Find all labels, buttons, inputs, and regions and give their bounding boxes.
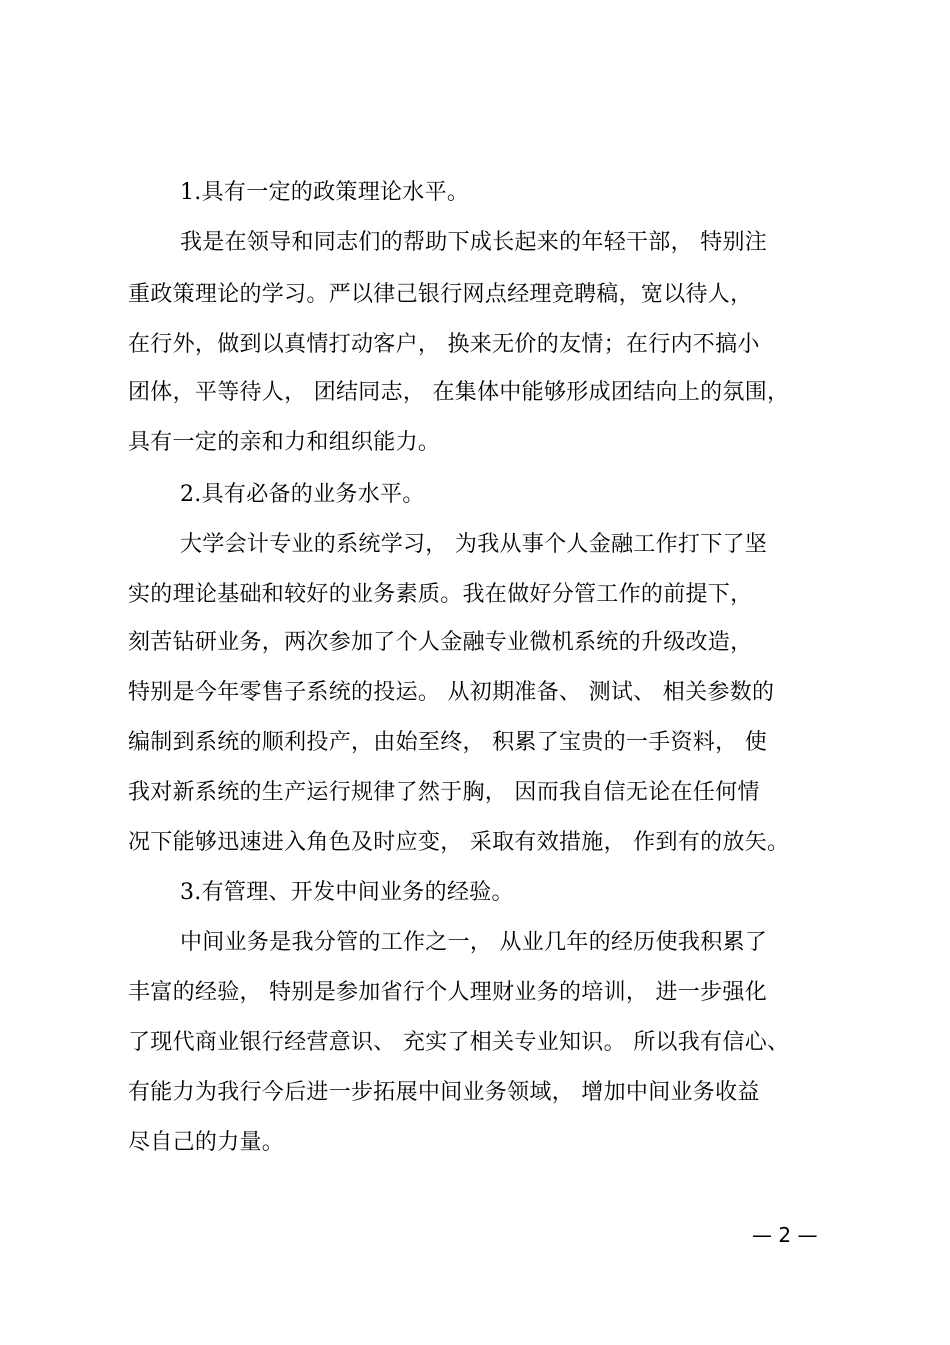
section-2-line-3: 刻苦钻研业务，两次参加了个人金融专业微机系统的升级改造， xyxy=(128,630,753,655)
section-3-line-3: 了现代商业银行经营意识、 充实了相关专业知识。 所以我有信心、 xyxy=(128,1030,790,1055)
section-2-heading: 2.具有必备的业务水平。 xyxy=(180,482,425,507)
section-3-line-1: 中间业务是我分管的工作之一， 从业几年的经历使我积累了 xyxy=(180,930,768,955)
section-2-line-6: 我对新系统的生产运行规律了然于胸， 因而我自信无论在任何情 xyxy=(128,780,760,805)
section-1-line-2: 重政策理论的学习。严以律己银行网点经理竞聘稿，宽以待人， xyxy=(128,282,753,307)
section-1-line-1: 我是在领导和同志们的帮助下成长起来的年轻干部， 特别注 xyxy=(180,230,768,255)
section-2-line-2: 实的理论基础和较好的业务素质。我在做好分管工作的前提下， xyxy=(128,582,753,607)
section-3-heading: 3.有管理、开发中间业务的经验。 xyxy=(180,880,514,905)
section-2-line-7: 况下能够迅速进入角色及时应变， 采取有效措施， 作到有的放矢。 xyxy=(128,830,790,855)
section-2-line-4: 特别是今年零售子系统的投运。 从初期准备、 测试、 相关参数的 xyxy=(128,680,775,705)
section-1-line-5: 具有一定的亲和力和组织能力。 xyxy=(128,430,441,455)
section-1-line-4: 团体，平等待人， 团结同志， 在集体中能够形成团结向上的氛围， xyxy=(128,380,790,405)
section-3-line-4: 有能力为我行今后进一步拓展中间业务领域， 增加中间业务收益 xyxy=(128,1080,760,1105)
section-3-line-5: 尽自己的力量。 xyxy=(128,1130,285,1155)
section-1-line-3: 在行外，做到以真情打动客户， 换来无价的友情；在行内不搞小 xyxy=(128,332,760,357)
section-2-line-1: 大学会计专业的系统学习， 为我从事个人金融工作打下了坚 xyxy=(180,532,768,557)
page-number: — 2 — xyxy=(752,1223,818,1247)
section-2-line-5: 编制到系统的顺利投产，由始至终， 积累了宝贵的一手资料， 使 xyxy=(128,730,767,755)
section-1-heading: 1.具有一定的政策理论水平。 xyxy=(180,180,470,205)
section-3-line-2: 丰富的经验， 特别是参加省行个人理财业务的培训， 进一步强化 xyxy=(128,980,767,1005)
